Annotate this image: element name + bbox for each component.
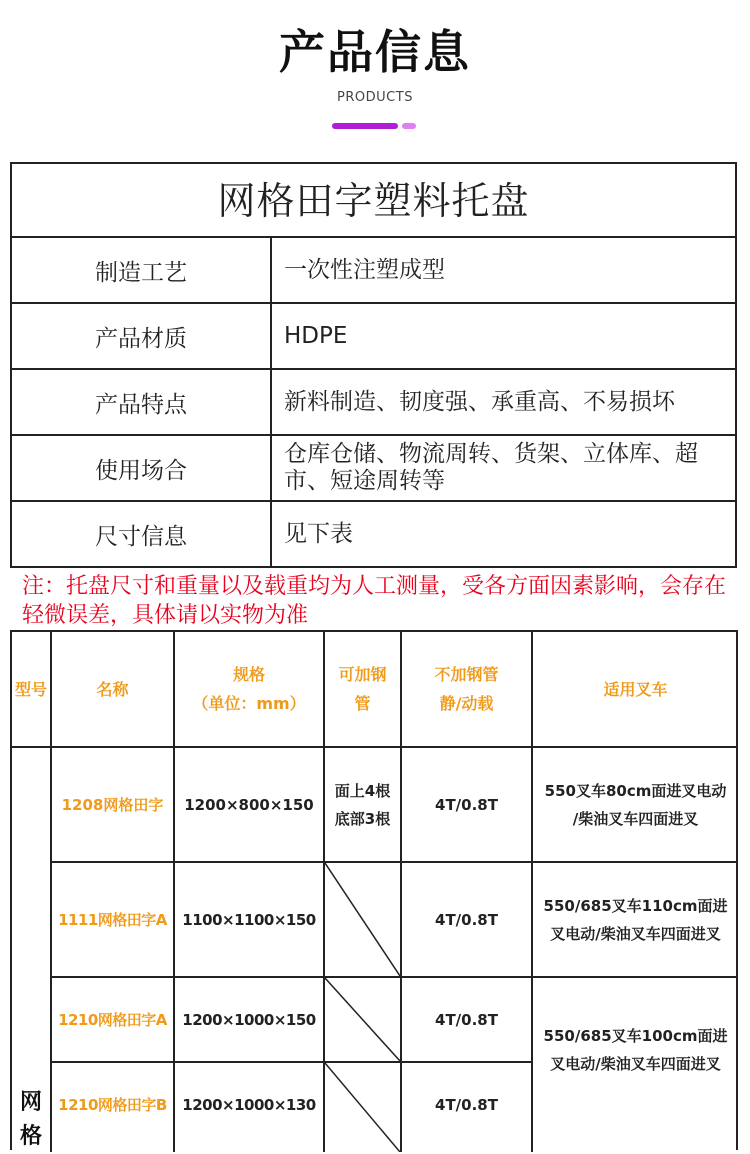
header-load-line2: 静/动载	[439, 694, 494, 713]
info-row-process	[12, 238, 735, 304]
cell-load: 4T/0.8T	[435, 1010, 498, 1029]
cell-forklift-line2: /柴油叉车四面进叉	[572, 809, 699, 828]
info-row-material	[12, 304, 735, 370]
info-label: 使用场合	[12, 436, 272, 500]
header-load	[402, 632, 531, 746]
info-row-usage	[12, 436, 735, 502]
cell-load: 4T/0.8T	[435, 910, 498, 929]
product-name-heading: 网格田字塑料托盘	[12, 164, 735, 238]
cell-steel-line1: 面上4根	[334, 781, 391, 800]
empty-cell-slash	[325, 978, 400, 1061]
cell-forklift-line1: 550/685叉车110cm面进	[543, 896, 728, 915]
cell-name: 1210网格田字A	[58, 1010, 167, 1029]
cell-spec: 1100×1100×150	[182, 910, 316, 929]
page-title: 产品信息	[279, 25, 471, 79]
info-value: 新料制造、韧度强、承重高、不易损坏	[284, 388, 675, 415]
model-group-label: 网 格	[19, 1090, 42, 1149]
info-row-features	[12, 370, 735, 436]
header-spec-line2: （单位：mm）	[192, 694, 306, 713]
info-row-size	[12, 502, 735, 566]
measurement-note: 注：托盘尺寸和重量以及载重均为人工测量，受各方面因素影响，会存在轻微误差，具体请以实物为准	[22, 574, 727, 628]
cell-forklift-line2: 叉电动/柴油叉车四面进叉	[550, 924, 721, 943]
header-steel-line2: 管	[354, 694, 371, 713]
empty-cell-slash	[325, 863, 400, 976]
cell-steel	[325, 748, 400, 861]
empty-cell-slash	[325, 1063, 400, 1152]
cell-forklift-line1: 550/685叉车100cm面进	[543, 1027, 728, 1045]
header-spec-line1: 规格	[232, 665, 265, 684]
section-header	[0, 0, 750, 150]
info-value: 一次性注塑成型	[284, 256, 445, 283]
header-name: 名称	[96, 679, 129, 699]
cell-steel-line2: 底部3根	[334, 809, 391, 828]
header-steel-line1: 可加钢	[338, 665, 387, 684]
header-spec	[175, 632, 323, 746]
page-subtitle: PRODUCTS	[337, 90, 413, 105]
cell-name: 1210网格田字B	[58, 1095, 167, 1114]
header-load-line1: 不加钢管	[434, 665, 499, 684]
cell-spec: 1200×1000×130	[182, 1095, 316, 1114]
accent-dot	[402, 123, 416, 129]
product-info-table	[10, 162, 737, 568]
cell-forklift	[533, 978, 738, 1122]
cell-forklift-line1: 550叉车80cm面进叉电动	[544, 781, 727, 800]
header-forklift: 适用叉车	[603, 679, 668, 699]
cell-load: 4T/0.8T	[435, 1095, 498, 1114]
header-model: 型号	[14, 679, 47, 699]
cell-forklift	[533, 748, 738, 861]
info-label: 制造工艺	[12, 238, 272, 302]
cell-forklift	[533, 863, 738, 976]
cell-spec: 1200×800×150	[184, 795, 314, 814]
info-label: 产品材质	[12, 304, 272, 368]
info-value: HDPE	[284, 322, 348, 349]
cell-spec: 1200×1000×150	[182, 1010, 316, 1029]
spec-table	[10, 630, 738, 1150]
cell-name: 1111网格田字A	[58, 910, 167, 929]
cell-name: 1208网格田字	[61, 795, 164, 814]
accent-bar	[332, 123, 398, 129]
header-steel	[325, 632, 400, 746]
info-label: 尺寸信息	[12, 502, 272, 566]
info-value: 仓库仓储、物流周转、货架、立体库、超市、短途周转等	[284, 441, 698, 494]
info-value: 见下表	[284, 520, 353, 547]
cell-load: 4T/0.8T	[435, 795, 498, 814]
info-label: 产品特点	[12, 370, 272, 434]
cell-forklift-line2: 叉电动/柴油叉车四面进叉	[550, 1055, 721, 1073]
